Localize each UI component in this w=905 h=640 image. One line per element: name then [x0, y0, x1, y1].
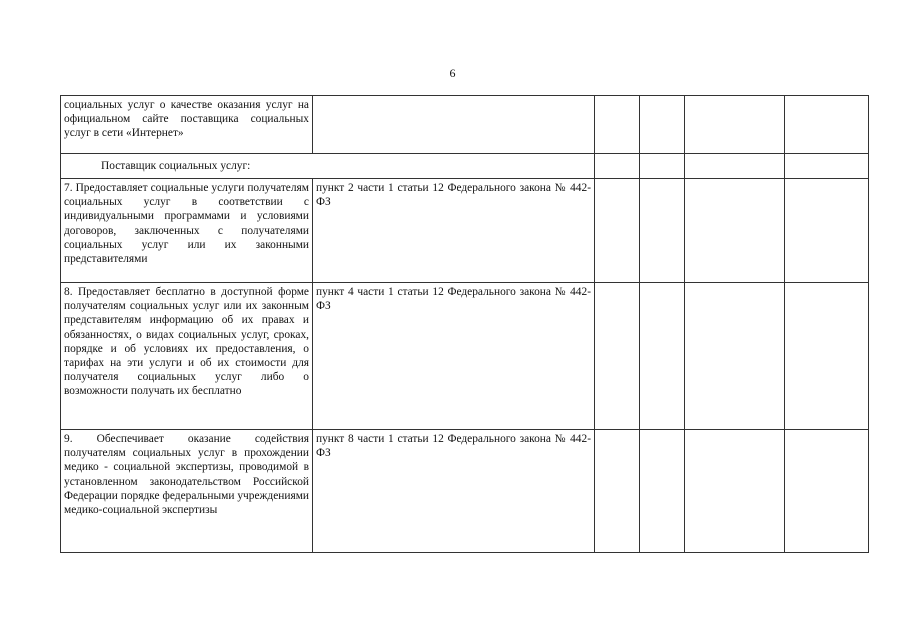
answer-na-cell[interactable] [685, 430, 785, 553]
answer-no-cell [640, 154, 685, 179]
note-cell[interactable] [785, 430, 869, 553]
page-number: 6 [449, 66, 456, 80]
answer-yes-cell[interactable] [595, 179, 640, 283]
note-cell[interactable] [785, 283, 869, 430]
table-row [61, 430, 869, 553]
note-cell[interactable] [785, 179, 869, 283]
requirement-cell: 7. Предоставляет социальные услуги получателям социальных услуг в соответствии с индивидуальными программами и условиями договоров, заключенных с получателями социальных услуг или их законными представителями [61, 179, 313, 283]
table-row [61, 283, 869, 430]
answer-no-cell[interactable] [640, 283, 685, 430]
reference-cell: пункт 2 части 1 статьи 12 Федерального закона № 442-ФЗ [313, 179, 595, 283]
table-row [61, 96, 869, 154]
checklist-table [60, 95, 869, 553]
requirement-cell: 8. Предоставляет бесплатно в доступной форме получателям социальных услуг или их законным представителям информацию об их правах и обязанностях, о видах социальных услуг, сроках, порядке и об условиях их предоставления, о тарифах на эти услуги и об их стоимости для получателя социальных услуг либо о возможности получать их бесплатно [61, 283, 313, 430]
requirement-cell: 9. Обеспечивает оказание содействия получателям социальных услуг в прохождении медико - социальной экспертизы, проводимой в установленном законодательством Российской Федерации порядке федеральными учреждениями медико-социальной экспертизы [61, 430, 313, 553]
answer-na-cell[interactable] [685, 283, 785, 430]
answer-yes-cell[interactable] [595, 96, 640, 154]
requirement-cell: социальных услуг о качестве оказания услуг на официальном сайте поставщика социальных услуг в сети «Интернет» [61, 96, 313, 154]
answer-no-cell[interactable] [640, 179, 685, 283]
answer-yes-cell[interactable] [595, 283, 640, 430]
reference-cell [313, 96, 595, 154]
section-row [61, 154, 869, 179]
table-row [61, 179, 869, 283]
answer-yes-cell[interactable] [595, 430, 640, 553]
answer-na-cell[interactable] [685, 179, 785, 283]
answer-na-cell [685, 154, 785, 179]
note-cell [785, 154, 869, 179]
reference-cell: пункт 4 части 1 статьи 12 Федерального закона № 442-ФЗ [313, 283, 595, 430]
answer-yes-cell [595, 154, 640, 179]
section-title: Поставщик социальных услуг: [61, 154, 595, 179]
answer-na-cell[interactable] [685, 96, 785, 154]
reference-cell: пункт 8 части 1 статьи 12 Федерального закона № 442-ФЗ [313, 430, 595, 553]
answer-no-cell[interactable] [640, 430, 685, 553]
answer-no-cell[interactable] [640, 96, 685, 154]
note-cell[interactable] [785, 96, 869, 154]
